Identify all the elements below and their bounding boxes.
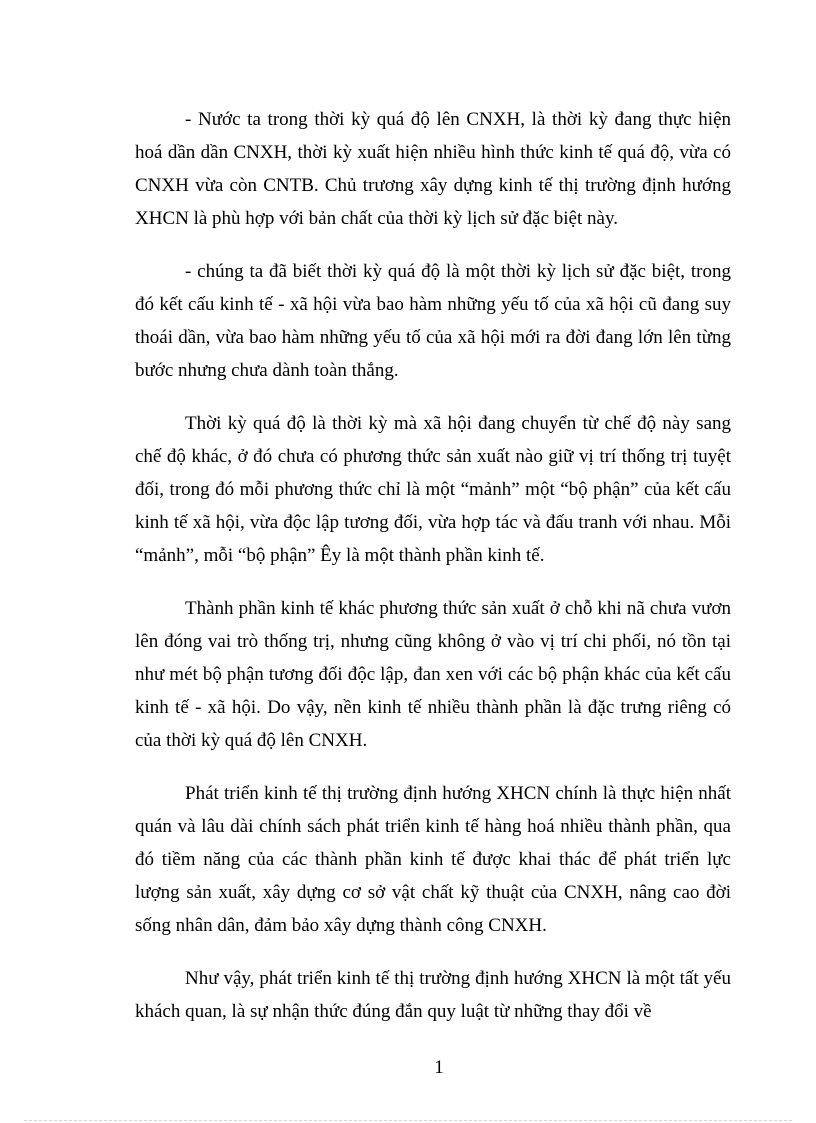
paragraph-1: - Nước ta trong thời kỳ quá độ lên CNXH, là thời kỳ đang thực hiện hoá dần dần CNXH, thời kỳ xuất hiện nhiều hình thức kinh tế quá độ, vừa có CNXH vừa còn CNTB. Chủ trương xây dựng kinh tế thị trường định hướng XHCN là phù hợp với bản chất của thời kỳ lịch sử đặc biệt này.	[135, 109, 731, 229]
paragraph-6: Như vậy, phát triển kinh tế thị trường định hướng XHCN là một tất yếu khách quan, là sự nhận thức đúng đắn quy luật từ những thay đổi về	[135, 968, 731, 1022]
paragraph-5: Phát triển kinh tế thị trường định hướng XHCN chính là thực hiện nhất quán và lâu dài chính sách phát triển kinh tế hàng hoá nhiều thành phần, qua đó tiềm năng của các thành phần kinh tế được khai thác để phát triển lực lượng sản xuất, xây dựng cơ sở vật chất kỹ thuật của CNXH, nâng cao đời sống nhân dân, đảm bảo xây dựng thành công CNXH.	[135, 783, 731, 936]
page-edge-divider	[24, 1120, 792, 1121]
body-text	[135, 103, 731, 1048]
page-number: 1	[434, 1057, 444, 1078]
paragraph-2: - chúng ta đã biết thời kỳ quá độ là một thời kỳ lịch sử đặc biệt, trong đó kết cấu kinh tế - xã hội vừa bao hàm những yếu tố của xã hội cũ đang suy thoái dần, vừa bao hàm những yếu tố của xã hội mới ra đời đang lớn lên từng bước nhưng chưa dành toàn thắng.	[135, 261, 731, 381]
paragraph-3: Thời kỳ quá độ là thời kỳ mà xã hội đang chuyển từ chế độ này sang chế độ khác, ở đó chưa có phương thức sản xuất nào giữ vị trí thống trị tuyệt đối, trong đó mỗi phương thức chỉ là một “mảnh” một “bộ phận” của kết cấu kinh tế xã hội, vừa độc lập tương đối, vừa hợp tác và đấu tranh với nhau. Mỗi “mảnh”, mỗi “bộ phận” Êy là một thành phần kinh tế.	[135, 413, 731, 566]
paragraph-4: Thành phần kinh tế khác phương thức sản xuất ở chỗ khi nã chưa vươn lên đóng vai trò thống trị, nhưng cũng không ở vào vị trí chi phối, nó tồn tại như mét bộ phận tương đối độc lập, đan xen với các bộ phận khác của kết cấu kinh tế - xã hội. Do vậy, nền kinh tế nhiều thành phần là đặc trưng riêng có của thời kỳ quá độ lên CNXH.	[135, 598, 731, 751]
